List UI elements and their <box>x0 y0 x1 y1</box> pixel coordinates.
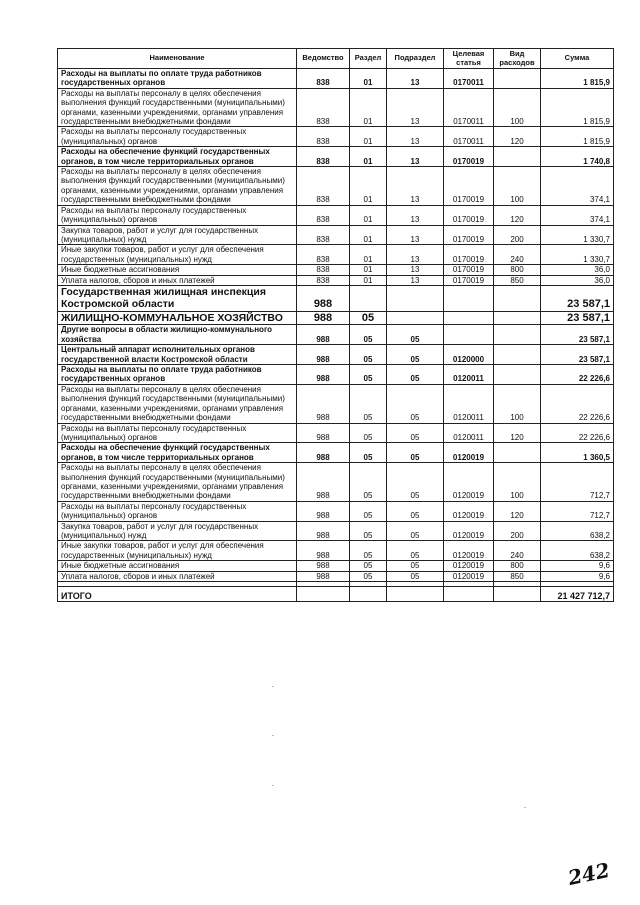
cell-dept: 988 <box>297 384 350 423</box>
cell-dept: 988 <box>297 541 350 561</box>
table-row <box>58 325 614 345</box>
table-row <box>58 69 614 89</box>
cell-subsection: 05 <box>387 561 444 571</box>
cell-dept: 838 <box>297 88 350 127</box>
header-subsection: Подраздел <box>387 49 444 69</box>
cell-name: Иные закупки товаров, работ и услуг для обеспечения государственных (муниципальных) нужд <box>58 541 297 561</box>
cell-section: 05 <box>350 423 387 443</box>
cell-subsection: 13 <box>387 167 444 206</box>
cell-name: Расходы на обеспечение функций государственных органов, в том числе территориальных органов <box>58 147 297 167</box>
cell-subsection: 05 <box>387 384 444 423</box>
cell-subsection: 13 <box>387 245 444 265</box>
table-row <box>58 167 614 206</box>
cell-section: 05 <box>350 443 387 463</box>
cell-exp-type: 200 <box>494 521 541 541</box>
cell-sum: 22 226,6 <box>541 423 614 443</box>
table-row <box>58 88 614 127</box>
cell-target: 0120019 <box>444 561 494 571</box>
table-row <box>58 127 614 147</box>
table-row <box>58 205 614 225</box>
cell-dept: 838 <box>297 147 350 167</box>
table-row <box>58 345 614 365</box>
table-row <box>58 571 614 581</box>
cell-name: Расходы на выплаты персоналу государственных (муниципальных) органов <box>58 423 297 443</box>
table-row <box>58 225 614 245</box>
cell-name: Расходы на выплаты по оплате труда работников государственных органов <box>58 69 297 89</box>
cell-name: Иные бюджетные ассигнования <box>58 265 297 275</box>
cell-name: Расходы на выплаты персоналу в целях обеспечения выполнения функций государственными (муниципальными) органами, казенными учреждениями, органами управления государственными внебюджетными фондами <box>58 463 297 502</box>
scan-speck <box>524 807 526 808</box>
cell-subsection: 13 <box>387 88 444 127</box>
cell-target: 0170019 <box>444 205 494 225</box>
total-sum: 21 427 712,7 <box>541 587 614 602</box>
budget-table <box>57 48 614 602</box>
cell-exp-type <box>494 325 541 345</box>
cell-subsection: 13 <box>387 275 444 285</box>
cell-sum: 23 587,1 <box>541 345 614 365</box>
cell-name: Центральный аппарат исполнительных органов государственной власти Костромской области <box>58 345 297 365</box>
cell-name: Иные бюджетные ассигнования <box>58 561 297 571</box>
cell-subsection: 05 <box>387 521 444 541</box>
cell-target: 0170019 <box>444 265 494 275</box>
cell-dept: 988 <box>297 311 350 325</box>
cell-exp-type: 100 <box>494 463 541 502</box>
cell-subsection: 13 <box>387 127 444 147</box>
cell-section: 05 <box>350 365 387 385</box>
cell-subsection: 13 <box>387 147 444 167</box>
table-row <box>58 443 614 463</box>
cell-section: 05 <box>350 325 387 345</box>
cell-target: 0170019 <box>444 147 494 167</box>
table-row <box>58 285 614 311</box>
cell-exp-type <box>494 285 541 311</box>
table-row <box>58 147 614 167</box>
scan-speck <box>272 686 274 687</box>
cell-sum: 374,1 <box>541 167 614 206</box>
cell-section: 01 <box>350 147 387 167</box>
cell-sum: 1 815,9 <box>541 69 614 89</box>
cell-subsection: 05 <box>387 345 444 365</box>
cell-exp-type: 120 <box>494 501 541 521</box>
cell-exp-type: 850 <box>494 571 541 581</box>
cell-name: Иные закупки товаров, работ и услуг для обеспечения государственных (муниципальных) нужд <box>58 245 297 265</box>
cell-name: Закупка товаров, работ и услуг для государственных (муниципальных) нужд <box>58 225 297 245</box>
cell-name: Другие вопросы в области жилищно-коммунального хозяйства <box>58 325 297 345</box>
table-row <box>58 521 614 541</box>
cell-dept: 988 <box>297 365 350 385</box>
cell-section: 01 <box>350 88 387 127</box>
table-row <box>58 541 614 561</box>
cell-subsection: 05 <box>387 365 444 385</box>
header-sum: Сумма <box>541 49 614 69</box>
cell-sum: 712,7 <box>541 463 614 502</box>
cell-sum: 22 226,6 <box>541 384 614 423</box>
table-row <box>58 275 614 285</box>
cell-exp-type: 120 <box>494 423 541 443</box>
header-target: Целевая статья <box>444 49 494 69</box>
cell-section: 05 <box>350 571 387 581</box>
cell-exp-type: 800 <box>494 561 541 571</box>
cell-section: 05 <box>350 463 387 502</box>
scan-speck <box>272 785 274 786</box>
cell-section: 01 <box>350 69 387 89</box>
cell-sum: 23 587,1 <box>541 285 614 311</box>
cell-exp-type: 120 <box>494 205 541 225</box>
cell-dept: 838 <box>297 205 350 225</box>
cell-dept: 988 <box>297 345 350 365</box>
cell-sum: 638,2 <box>541 541 614 561</box>
cell-subsection <box>387 285 444 311</box>
header-name: Наименование <box>58 49 297 69</box>
cell-target <box>444 311 494 325</box>
cell-exp-type: 240 <box>494 541 541 561</box>
cell-target: 0120000 <box>444 345 494 365</box>
cell-target: 0120011 <box>444 423 494 443</box>
cell-dept: 838 <box>297 265 350 275</box>
cell-exp-type: 850 <box>494 275 541 285</box>
cell-sum: 9,6 <box>541 561 614 571</box>
cell-dept: 838 <box>297 167 350 206</box>
cell-section: 01 <box>350 127 387 147</box>
cell-dept: 838 <box>297 127 350 147</box>
cell-target: 0120019 <box>444 463 494 502</box>
cell-exp-type <box>494 365 541 385</box>
cell-section: 01 <box>350 167 387 206</box>
cell-section <box>350 285 387 311</box>
cell-sum: 36,0 <box>541 265 614 275</box>
cell-target: 0170011 <box>444 127 494 147</box>
cell-target: 0170019 <box>444 275 494 285</box>
cell-name: ЖИЛИЩНО-КОММУНАЛЬНОЕ ХОЗЯЙСТВО <box>58 311 297 325</box>
table-row <box>58 365 614 385</box>
cell-sum: 23 587,1 <box>541 311 614 325</box>
cell-dept: 988 <box>297 463 350 502</box>
cell-exp-type <box>494 443 541 463</box>
cell-exp-type: 200 <box>494 225 541 245</box>
cell-exp-type <box>494 345 541 365</box>
cell-exp-type <box>494 147 541 167</box>
cell-target <box>444 285 494 311</box>
cell-dept: 988 <box>297 571 350 581</box>
table-row <box>58 463 614 502</box>
cell-sum: 374,1 <box>541 205 614 225</box>
cell-section: 01 <box>350 275 387 285</box>
cell-exp-type: 100 <box>494 88 541 127</box>
cell-target: 0120011 <box>444 384 494 423</box>
cell-exp-type: 100 <box>494 167 541 206</box>
total-row <box>58 587 614 602</box>
cell-name: Уплата налогов, сборов и иных платежей <box>58 275 297 285</box>
cell-target: 0170011 <box>444 69 494 89</box>
cell-subsection: 05 <box>387 443 444 463</box>
table-row <box>58 265 614 275</box>
cell-dept: 838 <box>297 275 350 285</box>
cell-sum: 36,0 <box>541 275 614 285</box>
cell-sum: 1 330,7 <box>541 225 614 245</box>
cell-sum: 1 360,5 <box>541 443 614 463</box>
cell-exp-type: 100 <box>494 384 541 423</box>
cell-subsection: 05 <box>387 463 444 502</box>
cell-target <box>444 325 494 345</box>
cell-sum: 638,2 <box>541 521 614 541</box>
cell-name: Расходы на выплаты персоналу государственных (муниципальных) органов <box>58 501 297 521</box>
cell-dept: 988 <box>297 443 350 463</box>
cell-sum: 23 587,1 <box>541 325 614 345</box>
scan-speck <box>272 735 274 736</box>
cell-section: 05 <box>350 541 387 561</box>
cell-subsection: 13 <box>387 225 444 245</box>
cell-sum: 1 740,8 <box>541 147 614 167</box>
cell-sum: 1 330,7 <box>541 245 614 265</box>
cell-dept: 838 <box>297 69 350 89</box>
cell-subsection: 05 <box>387 541 444 561</box>
cell-sum: 1 815,9 <box>541 88 614 127</box>
cell-target: 0120011 <box>444 365 494 385</box>
header-exp-type: Вид расходов <box>494 49 541 69</box>
table-row <box>58 245 614 265</box>
cell-section: 05 <box>350 311 387 325</box>
cell-dept: 838 <box>297 245 350 265</box>
cell-name: Расходы на выплаты персоналу в целях обеспечения выполнения функций государственными (муниципальными) органами, казенными учреждениями, органами управления государственными внебюджетными фондами <box>58 384 297 423</box>
cell-dept: 988 <box>297 521 350 541</box>
cell-name: Расходы на выплаты персоналу государственных (муниципальных) органов <box>58 205 297 225</box>
cell-subsection: 05 <box>387 325 444 345</box>
cell-exp-type <box>494 311 541 325</box>
cell-sum: 1 815,9 <box>541 127 614 147</box>
table-row <box>58 311 614 325</box>
cell-section: 05 <box>350 561 387 571</box>
header-section: Раздел <box>350 49 387 69</box>
cell-target: 0120019 <box>444 521 494 541</box>
header-dept: Ведомство <box>297 49 350 69</box>
cell-target: 0120019 <box>444 541 494 561</box>
table-header-row <box>58 49 614 69</box>
cell-section: 05 <box>350 501 387 521</box>
cell-section: 01 <box>350 225 387 245</box>
cell-name: Расходы на выплаты персоналу государственных (муниципальных) органов <box>58 127 297 147</box>
cell-dept: 988 <box>297 561 350 571</box>
cell-subsection: 13 <box>387 69 444 89</box>
cell-sum: 712,7 <box>541 501 614 521</box>
cell-target: 0170019 <box>444 225 494 245</box>
cell-name: Расходы на обеспечение функций государственных органов, в том числе территориальных органов <box>58 443 297 463</box>
cell-exp-type: 120 <box>494 127 541 147</box>
cell-subsection: 05 <box>387 423 444 443</box>
total-label: ИТОГО <box>58 587 297 602</box>
cell-name: Закупка товаров, работ и услуг для государственных (муниципальных) нужд <box>58 521 297 541</box>
cell-dept: 988 <box>297 285 350 311</box>
cell-section: 05 <box>350 384 387 423</box>
cell-target: 0120019 <box>444 501 494 521</box>
cell-target: 0170019 <box>444 167 494 206</box>
cell-subsection <box>387 311 444 325</box>
cell-name: Уплата налогов, сборов и иных платежей <box>58 571 297 581</box>
cell-name: Государственная жилищная инспекция Костромской области <box>58 285 297 311</box>
cell-dept: 988 <box>297 501 350 521</box>
cell-name: Расходы на выплаты персоналу в целях обеспечения выполнения функций государственными (муниципальными) органами, казенными учреждениями, органами управления государственными внебюджетными фондами <box>58 88 297 127</box>
cell-target: 0170011 <box>444 88 494 127</box>
cell-exp-type: 240 <box>494 245 541 265</box>
cell-target: 0120019 <box>444 571 494 581</box>
cell-subsection: 13 <box>387 205 444 225</box>
table-row <box>58 384 614 423</box>
cell-dept: 988 <box>297 423 350 443</box>
cell-section: 01 <box>350 205 387 225</box>
table-row <box>58 561 614 571</box>
cell-section: 05 <box>350 345 387 365</box>
page-number: 242 <box>565 857 612 891</box>
cell-dept: 988 <box>297 325 350 345</box>
table-row <box>58 501 614 521</box>
cell-section: 01 <box>350 245 387 265</box>
table-row <box>58 423 614 443</box>
cell-target: 0120019 <box>444 443 494 463</box>
cell-subsection: 05 <box>387 501 444 521</box>
cell-target: 0170019 <box>444 245 494 265</box>
cell-name: Расходы на выплаты по оплате труда работников государственных органов <box>58 365 297 385</box>
cell-sum: 9,6 <box>541 571 614 581</box>
cell-section: 01 <box>350 265 387 275</box>
cell-section: 05 <box>350 521 387 541</box>
cell-subsection: 05 <box>387 571 444 581</box>
cell-dept: 838 <box>297 225 350 245</box>
cell-sum: 22 226,6 <box>541 365 614 385</box>
cell-subsection: 13 <box>387 265 444 275</box>
cell-exp-type <box>494 69 541 89</box>
cell-name: Расходы на выплаты персоналу в целях обеспечения выполнения функций государственными (муниципальными) органами, казенными учреждениями, органами управления государственными внебюджетными фондами <box>58 167 297 206</box>
cell-exp-type: 800 <box>494 265 541 275</box>
